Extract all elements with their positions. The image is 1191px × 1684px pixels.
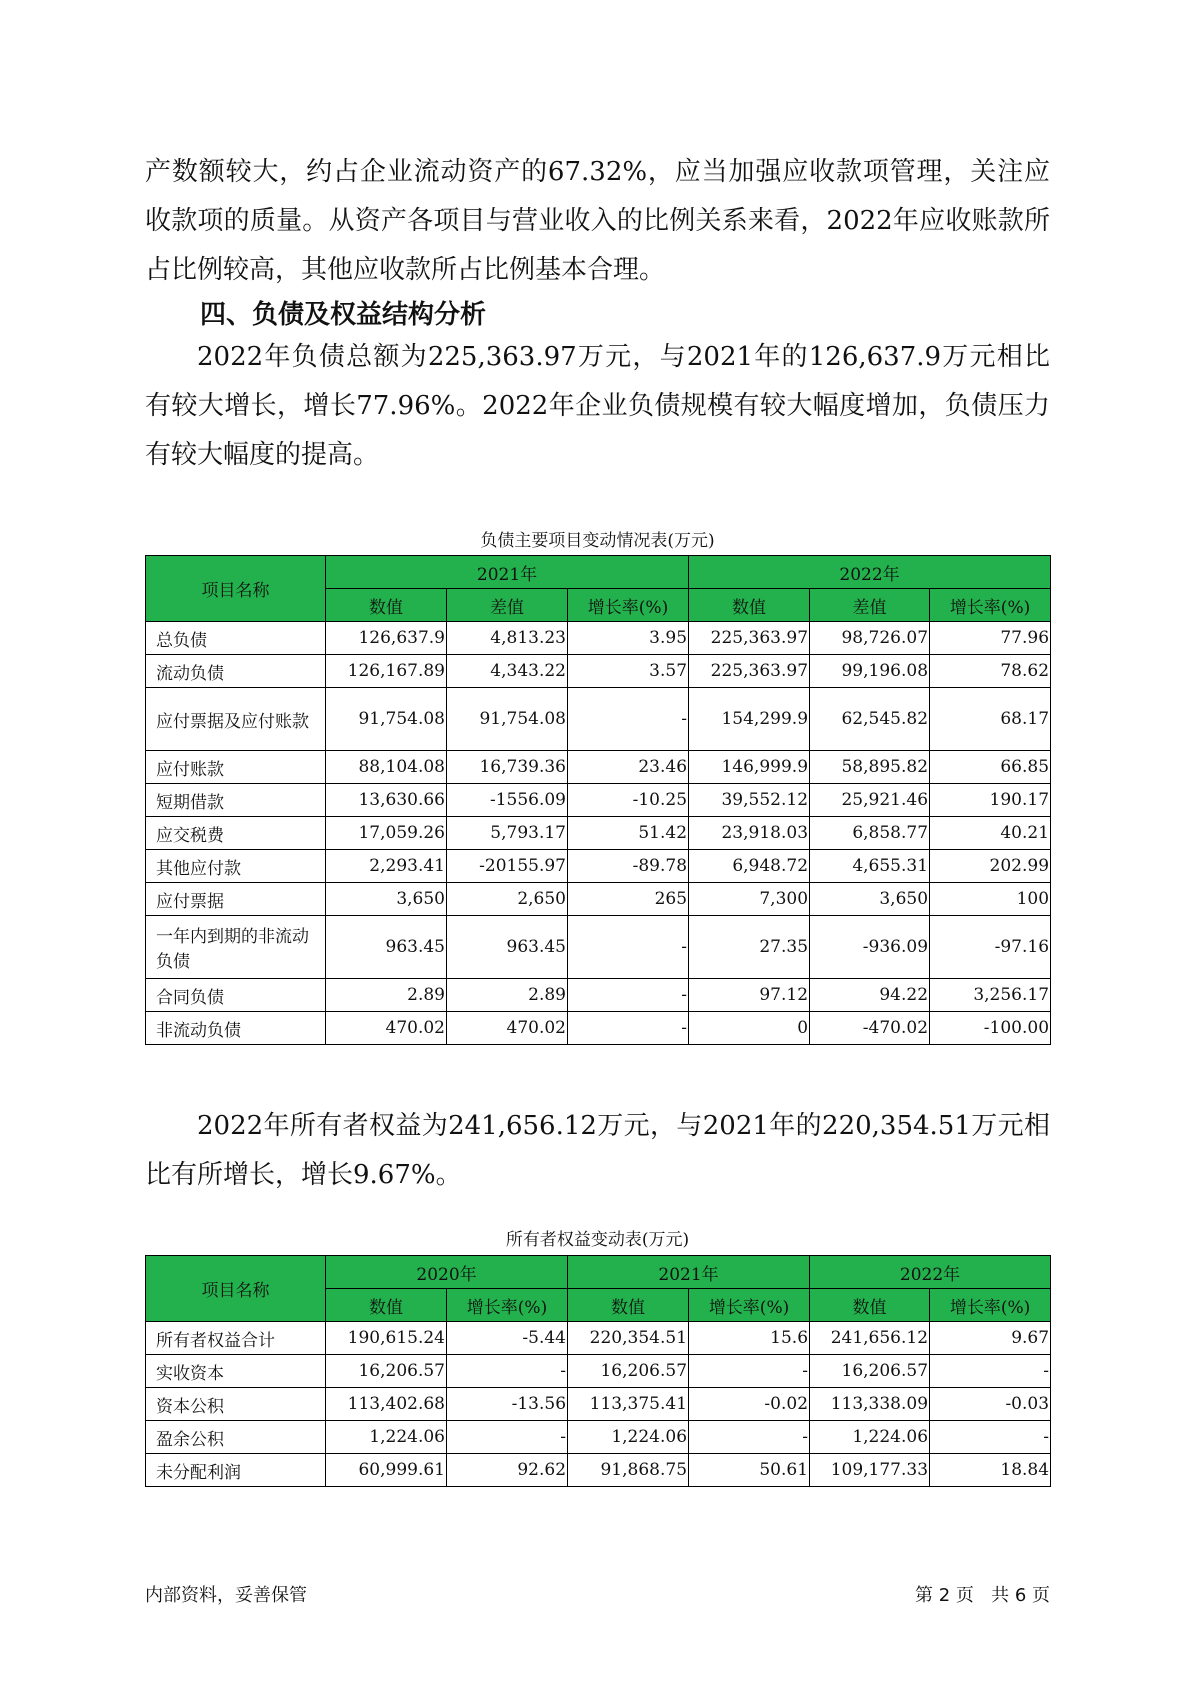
table-row (146, 1355, 1051, 1388)
liability-table (145, 555, 1051, 1045)
column-header: 数值 (326, 589, 447, 622)
table-cell: 113,338.09 (810, 1388, 930, 1421)
table-cell: 16,206.57 (568, 1355, 689, 1388)
row-label: 盈余公积 (146, 1421, 326, 1454)
table-cell: 18.84 (930, 1454, 1051, 1487)
table-cell: 241,656.12 (810, 1322, 930, 1355)
row-label: 其他应付款 (146, 850, 326, 883)
equity-table-caption: 所有者权益变动表(万元) (505, 1230, 690, 1250)
table-cell: - (689, 1355, 810, 1388)
table-cell: 225,363.97 (689, 655, 810, 688)
table-cell: 100 (930, 883, 1051, 916)
table-row (146, 622, 1051, 655)
table-cell: 6,858.77 (810, 817, 930, 850)
table-row (146, 655, 1051, 688)
table-cell: - (568, 688, 689, 751)
table-cell: 2,650 (447, 883, 568, 916)
table-cell: - (447, 1421, 568, 1454)
table-cell: -20155.97 (447, 850, 568, 883)
row-label: 未分配利润 (146, 1454, 326, 1487)
table-cell: 113,375.41 (568, 1388, 689, 1421)
table-cell: -97.16 (930, 916, 1051, 979)
table-cell: 15.6 (689, 1322, 810, 1355)
column-header: 数值 (689, 589, 810, 622)
intro-paragraph: 产数额较大，约占企业流动资产的67.32%，应当加强应收款项管理，关注应收款项的质量。从资产各项目与营业收入的比例关系来看，2022年应收账款所占比例较高，其他应收款所占比例基本合理。 (145, 157, 1050, 285)
row-label: 非流动负债 (146, 1012, 326, 1045)
table-cell: 0 (689, 1012, 810, 1045)
table-cell: -13.56 (447, 1388, 568, 1421)
table-cell: 113,402.68 (326, 1388, 447, 1421)
row-label: 合同负债 (146, 979, 326, 1012)
row-label: 所有者权益合计 (146, 1322, 326, 1355)
table-cell: 225,363.97 (689, 622, 810, 655)
table-cell: -0.02 (689, 1388, 810, 1421)
table-cell: 66.85 (930, 751, 1051, 784)
table-cell: 202.99 (930, 850, 1051, 883)
table-cell: 3,650 (810, 883, 930, 916)
table-cell: - (689, 1421, 810, 1454)
table-cell: 220,354.51 (568, 1322, 689, 1355)
table-cell: 126,167.89 (326, 655, 447, 688)
row-label: 实收资本 (146, 1355, 326, 1388)
table-row (146, 784, 1051, 817)
table-cell: 97.12 (689, 979, 810, 1012)
row-label: 资本公积 (146, 1388, 326, 1421)
table-cell: 6,948.72 (689, 850, 810, 883)
table-cell: 1,224.06 (810, 1421, 930, 1454)
table-cell: 2.89 (447, 979, 568, 1012)
table-cell: 68.17 (930, 688, 1051, 751)
table-cell: 25,921.46 (810, 784, 930, 817)
table-cell: 2.89 (326, 979, 447, 1012)
table-cell: 62,545.82 (810, 688, 930, 751)
table-cell: 265 (568, 883, 689, 916)
table-cell: 16,206.57 (326, 1355, 447, 1388)
column-header: 数值 (326, 1289, 447, 1322)
table-cell: - (568, 916, 689, 979)
row-label: 应付账款 (146, 751, 326, 784)
item-name-header: 项目名称 (146, 1256, 326, 1322)
footer-confidential-note: 内部资料，妥善保管 (145, 1585, 307, 1606)
table-row (146, 883, 1051, 916)
table-cell: 154,299.9 (689, 688, 810, 751)
table-cell: 190,615.24 (326, 1322, 447, 1355)
table-row (146, 1012, 1051, 1045)
column-header: 增长率(%) (930, 1289, 1051, 1322)
table-cell: 109,177.33 (810, 1454, 930, 1487)
table-cell: 23.46 (568, 751, 689, 784)
item-name-header: 项目名称 (146, 556, 326, 622)
table-cell: 23,918.03 (689, 817, 810, 850)
year-header: 2021年 (568, 1256, 810, 1289)
table-cell: 3.95 (568, 622, 689, 655)
column-header: 增长率(%) (568, 589, 689, 622)
table-row (146, 1388, 1051, 1421)
column-header: 增长率(%) (689, 1289, 810, 1322)
table-cell: 39,552.12 (689, 784, 810, 817)
table-cell: 60,999.61 (326, 1454, 447, 1487)
table-cell: - (568, 1012, 689, 1045)
table-row (146, 916, 1051, 979)
table-cell: 78.62 (930, 655, 1051, 688)
table-cell: 3.57 (568, 655, 689, 688)
table-cell: 4,343.22 (447, 655, 568, 688)
column-header: 数值 (810, 1289, 930, 1322)
row-label: 流动负债 (146, 655, 326, 688)
column-header: 数值 (568, 1289, 689, 1322)
row-label: 总负债 (146, 622, 326, 655)
year-header: 2022年 (689, 556, 1051, 589)
column-header: 增长率(%) (930, 589, 1051, 622)
table-cell: 50.61 (689, 1454, 810, 1487)
table-cell: 470.02 (447, 1012, 568, 1045)
column-header: 增长率(%) (447, 1289, 568, 1322)
table-cell: 16,739.36 (447, 751, 568, 784)
table-cell: 27.35 (689, 916, 810, 979)
table-cell: 58,895.82 (810, 751, 930, 784)
table-cell: 4,655.31 (810, 850, 930, 883)
table-row (146, 688, 1051, 751)
liability-paragraph: 2022年负债总额为225,363.97万元，与2021年的126,637.9万元相比有较大增长，增长77.96%。2022年企业负债规模有较大幅度增加，负债压力有较大幅度的提高。 (145, 342, 1050, 470)
row-label: 应付票据 (146, 883, 326, 916)
table-cell: - (447, 1355, 568, 1388)
table-cell: 470.02 (326, 1012, 447, 1045)
table-cell: -1556.09 (447, 784, 568, 817)
table-cell: - (930, 1421, 1051, 1454)
table-cell: 13,630.66 (326, 784, 447, 817)
table-cell: 51.42 (568, 817, 689, 850)
liability-table-caption: 负债主要项目变动情况表(万元) (480, 531, 715, 551)
footer-page-number: 第 2 页 共 6 页 (915, 1585, 1050, 1606)
column-header: 差值 (810, 589, 930, 622)
table-cell: 2,293.41 (326, 850, 447, 883)
table-cell: -89.78 (568, 850, 689, 883)
table-cell: 16,206.57 (810, 1355, 930, 1388)
row-label: 一年内到期的非流动负债 (146, 916, 326, 979)
row-label: 应付票据及应付账款 (146, 688, 326, 751)
table-row (146, 1421, 1051, 1454)
table-cell: 3,650 (326, 883, 447, 916)
table-cell: - (930, 1355, 1051, 1388)
table-row (146, 817, 1051, 850)
year-header: 2021年 (326, 556, 689, 589)
table-cell: 1,224.06 (568, 1421, 689, 1454)
table-cell: -470.02 (810, 1012, 930, 1045)
table-cell: 146,999.9 (689, 751, 810, 784)
table-cell: 91,754.08 (447, 688, 568, 751)
table-cell: -5.44 (447, 1322, 568, 1355)
table-cell: 5,793.17 (447, 817, 568, 850)
table-cell: 17,059.26 (326, 817, 447, 850)
table-cell: 40.21 (930, 817, 1051, 850)
row-label: 短期借款 (146, 784, 326, 817)
table-cell: 9.67 (930, 1322, 1051, 1355)
equity-table (145, 1255, 1051, 1487)
table-cell: 99,196.08 (810, 655, 930, 688)
table-cell: -936.09 (810, 916, 930, 979)
column-header: 差值 (447, 589, 568, 622)
table-cell: 77.96 (930, 622, 1051, 655)
table-cell: 3,256.17 (930, 979, 1051, 1012)
year-header: 2022年 (810, 1256, 1051, 1289)
table-cell: 91,754.08 (326, 688, 447, 751)
table-cell: 94.22 (810, 979, 930, 1012)
table-cell: 4,813.23 (447, 622, 568, 655)
table-cell: 92.62 (447, 1454, 568, 1487)
table-cell: 190.17 (930, 784, 1051, 817)
table-cell: 126,637.9 (326, 622, 447, 655)
year-header: 2020年 (326, 1256, 568, 1289)
table-cell: -10.25 (568, 784, 689, 817)
section-heading: 四、负债及权益结构分析 (200, 300, 487, 330)
table-cell: 7,300 (689, 883, 810, 916)
table-cell: 88,104.08 (326, 751, 447, 784)
table-row (146, 751, 1051, 784)
table-row (146, 850, 1051, 883)
table-row (146, 1322, 1051, 1355)
equity-paragraph: 2022年所有者权益为241,656.12万元，与2021年的220,354.51万元相比有所增长，增长9.67%。 (145, 1111, 1050, 1190)
table-cell: 1,224.06 (326, 1421, 447, 1454)
table-cell: 91,868.75 (568, 1454, 689, 1487)
table-row (146, 979, 1051, 1012)
table-cell: -100.00 (930, 1012, 1051, 1045)
table-cell: 98,726.07 (810, 622, 930, 655)
row-label: 应交税费 (146, 817, 326, 850)
table-cell: - (568, 979, 689, 1012)
table-row (146, 1454, 1051, 1487)
table-cell: -0.03 (930, 1388, 1051, 1421)
table-cell: 963.45 (326, 916, 447, 979)
table-cell: 963.45 (447, 916, 568, 979)
